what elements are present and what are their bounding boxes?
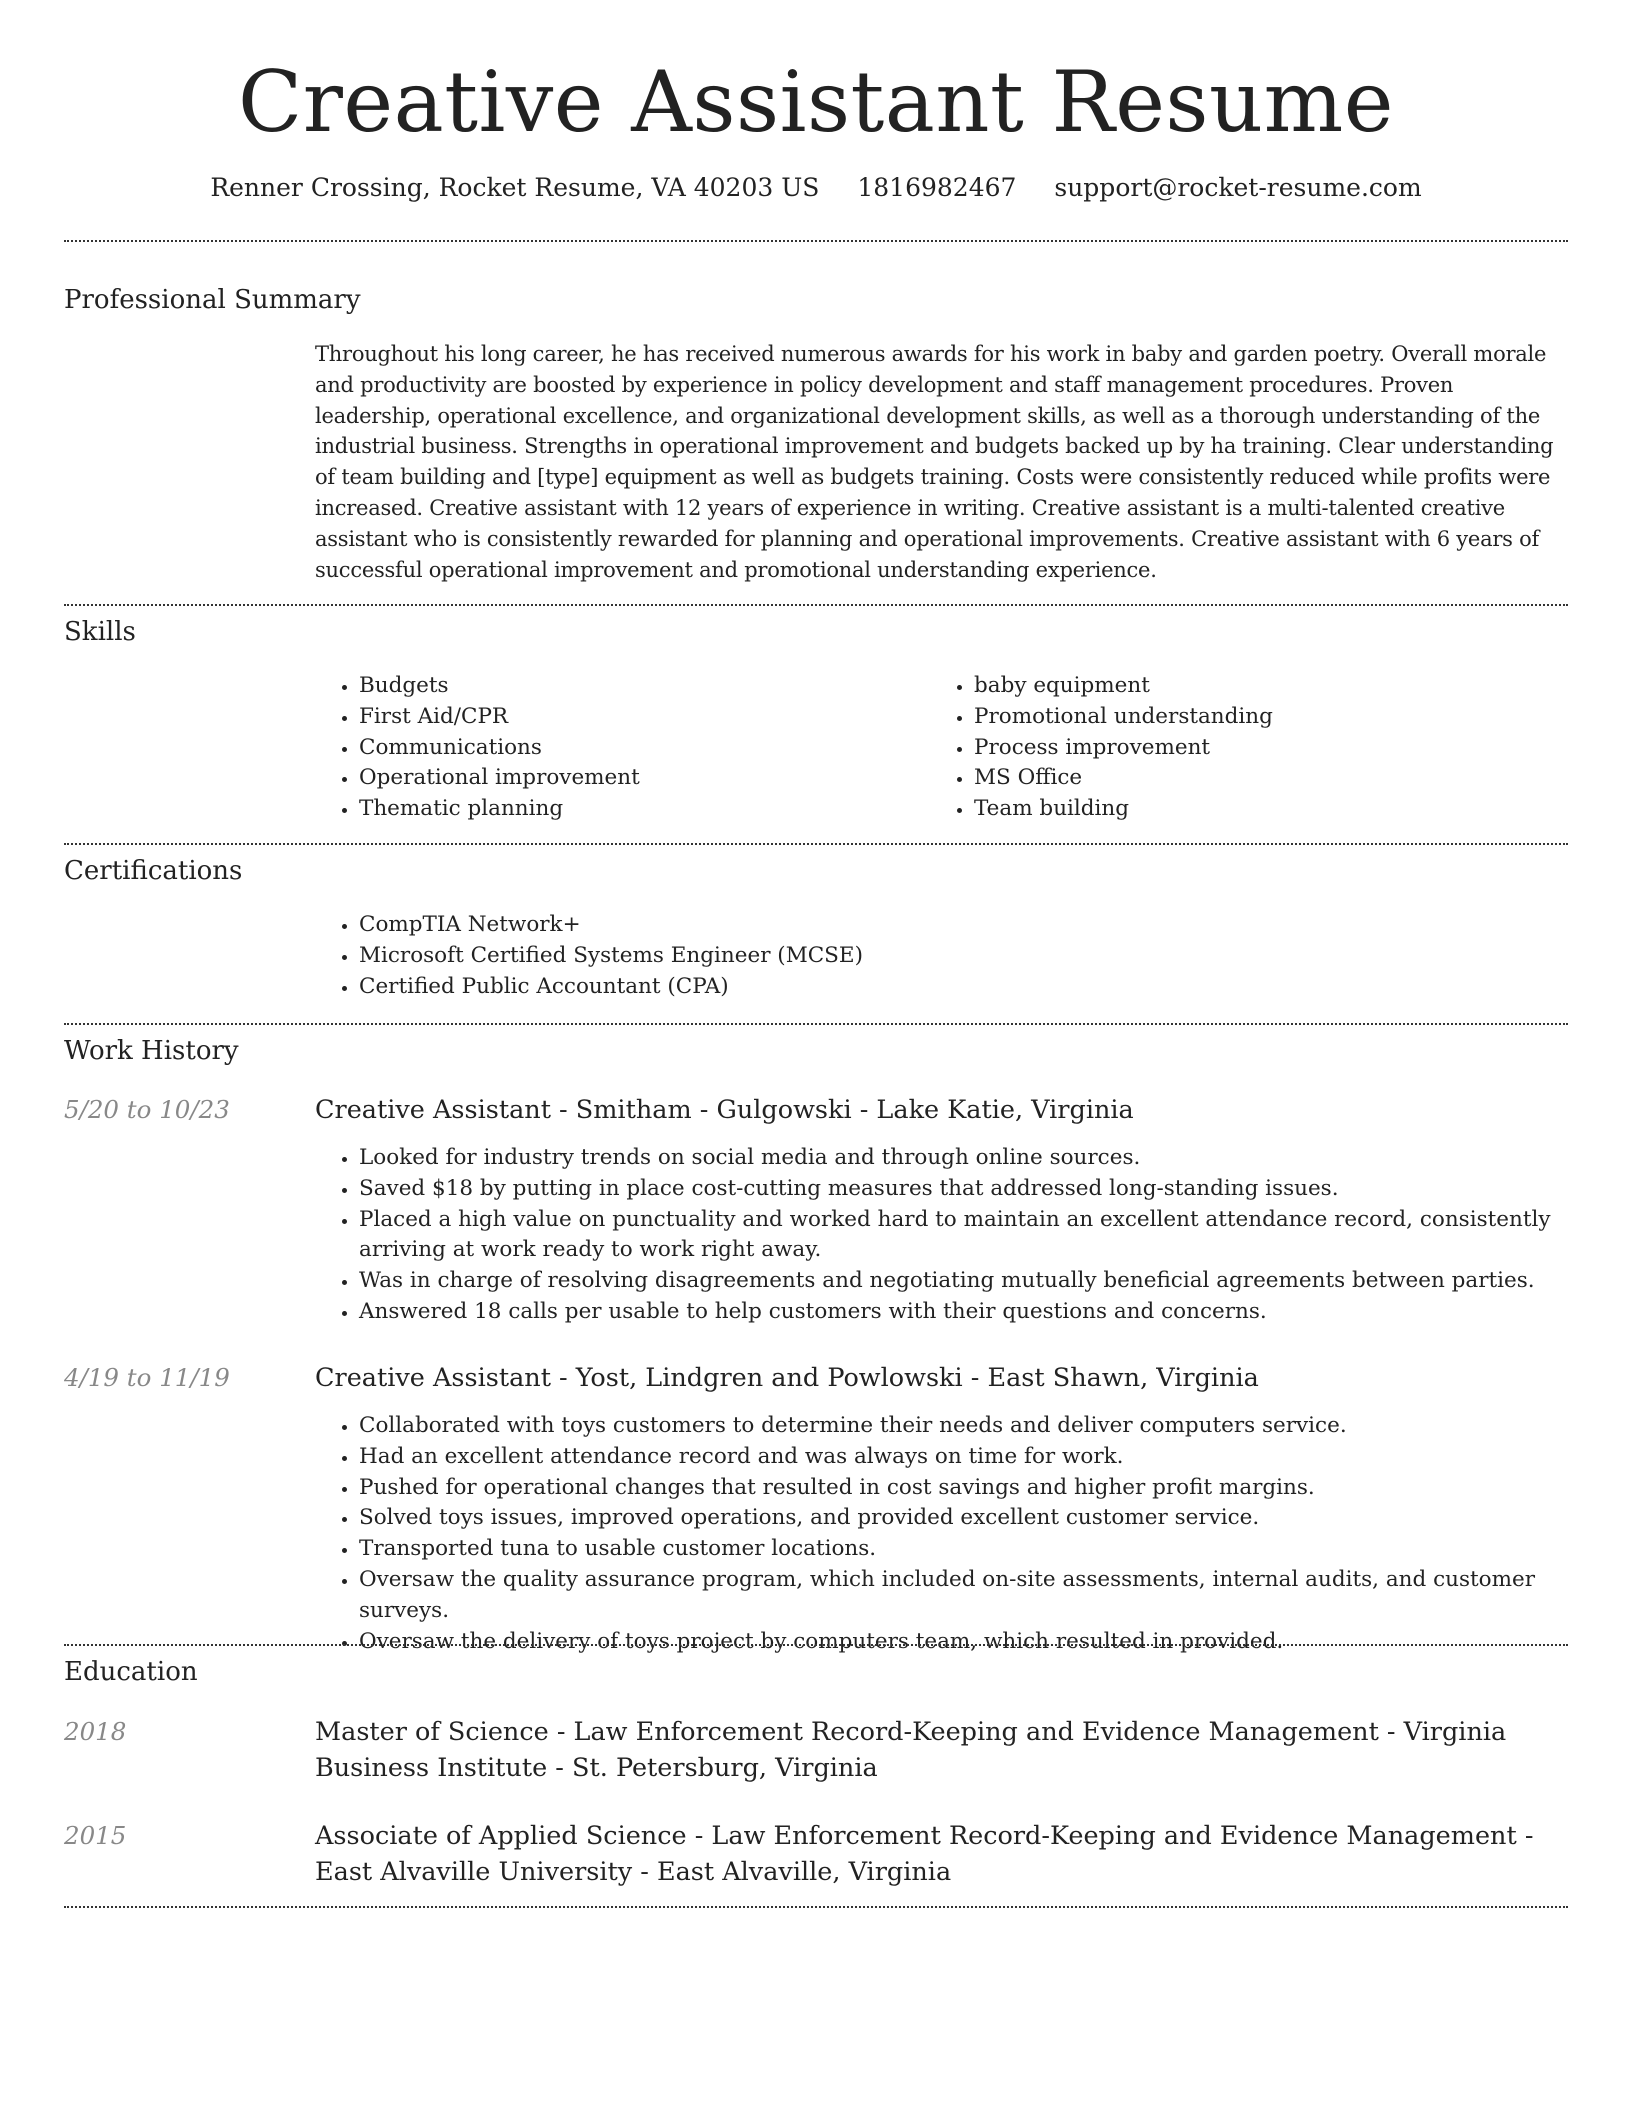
education-title: Master of Science - Law Enforcement Record-Keeping and Evidence Management - Virginia Business Institute - St. Petersburg, Virginia xyxy=(315,1717,1507,1783)
list-item: • First Aid/CPR xyxy=(359,702,919,733)
job-bullets xyxy=(315,1143,1570,1328)
section-heading-summary: Professional Summary xyxy=(64,285,361,315)
list-item: • Solved toys issues, improved operations, and provided excellent customer service. xyxy=(359,1503,1570,1534)
list-item: • Oversaw the delivery of toys project by computers team, which resulted in provided. xyxy=(359,1627,1570,1658)
summary-text: Throughout his long career, he has received numerous awards for his work in baby and garden poetry. Overall morale and productivity are boosted by experience in policy development and staff management procedures. Proven leadership, operational excellence, and organizational development skills, as well as a thorough understanding of the industrial business. Strengths in operational improvement and budgets backed up by ha training. Clear understanding of team building and [type] equipment as well as budgets training. Costs were consistently reduced while profits were increased. Creative assistant with 12 years of experience in writing. Creative assistant is a multi-talented creative assistant who is consistently rewarded for planning and operational improvements. Creative assistant with 6 years of successful operational improvement and promotional understanding experience. xyxy=(315,342,1554,582)
list-item: • CompTIA Network+ xyxy=(359,910,1559,941)
job-bullets xyxy=(315,1411,1570,1657)
section-heading-certifications: Certifications xyxy=(64,856,243,886)
job-title: Creative Assistant - Smitham - Gulgowski - Lake Katie, Virginia xyxy=(315,1095,1134,1125)
education-year: 2018 xyxy=(64,1717,127,1746)
divider xyxy=(64,240,1568,242)
list-item: • Pushed for operational changes that resulted in cost savings and higher profit margins. xyxy=(359,1473,1570,1504)
list-item: • Thematic planning xyxy=(359,794,919,825)
list-item: • Placed a high value on punctuality and worked hard to maintain an excellent attendance record, consistently arriving at work ready to work right away. xyxy=(359,1205,1570,1267)
list-item: • Oversaw the quality assurance program, which included on-site assessments, internal audits, and customer surveys. xyxy=(359,1565,1570,1627)
list-item: • Collaborated with toys customers to determine their needs and deliver computers service. xyxy=(359,1411,1570,1442)
contact-address: Renner Crossing, Rocket Resume, VA 40203 US xyxy=(210,173,820,202)
list-item: • Looked for industry trends on social media and through online sources. xyxy=(359,1143,1570,1174)
list-item: • Transported tuna to usable customer locations. xyxy=(359,1534,1570,1565)
section-heading-skills: Skills xyxy=(64,617,136,647)
skills-list-right xyxy=(930,671,1574,825)
section-heading-work-history: Work History xyxy=(64,1036,239,1066)
divider xyxy=(64,1644,1568,1646)
list-item: • Process improvement xyxy=(974,733,1574,764)
contact-line xyxy=(0,170,1632,206)
education-year: 2015 xyxy=(64,1821,127,1850)
list-item: • Communications xyxy=(359,733,919,764)
job-dates: 5/20 to 10/23 xyxy=(64,1095,230,1124)
divider xyxy=(64,604,1568,606)
divider xyxy=(64,843,1568,845)
job-dates: 4/19 to 11/19 xyxy=(64,1363,230,1392)
list-item: • Budgets xyxy=(359,671,919,702)
list-item: • Team building xyxy=(974,794,1574,825)
divider xyxy=(64,1023,1568,1025)
list-item: • Was in charge of resolving disagreements and negotiating mutually beneficial agreements between parties. xyxy=(359,1266,1570,1297)
list-item: • Had an excellent attendance record and was always on time for work. xyxy=(359,1442,1570,1473)
list-item: • Saved $18 by putting in place cost-cutting measures that addressed long-standing issues. xyxy=(359,1174,1570,1205)
list-item: • Certified Public Accountant (CPA) xyxy=(359,972,1559,1003)
divider xyxy=(64,1906,1568,1908)
list-item: • baby equipment xyxy=(974,671,1574,702)
list-item: • Promotional understanding xyxy=(974,702,1574,733)
list-item: • Operational improvement xyxy=(359,763,919,794)
resume-title: Creative Assistant Resume xyxy=(238,53,1394,151)
skills-list-left xyxy=(315,671,919,825)
list-item: • Answered 18 calls per usable to help customers with their questions and concerns. xyxy=(359,1297,1570,1328)
job-title: Creative Assistant - Yost, Lindgren and Powlowski - East Shawn, Virginia xyxy=(315,1363,1259,1393)
contact-phone[interactable]: 1816982467 xyxy=(857,173,1017,202)
list-item: • Microsoft Certified Systems Engineer (MCSE) xyxy=(359,941,1559,972)
section-heading-education: Education xyxy=(64,1657,198,1687)
education-title: Associate of Applied Science - Law Enforcement Record-Keeping and Evidence Management - East Alvaville University - East Alvaville, Virginia xyxy=(315,1821,1534,1887)
certifications-list xyxy=(315,910,1559,1002)
contact-email[interactable]: support@rocket-resume.com xyxy=(1054,173,1422,202)
list-item: • MS Office xyxy=(974,763,1574,794)
